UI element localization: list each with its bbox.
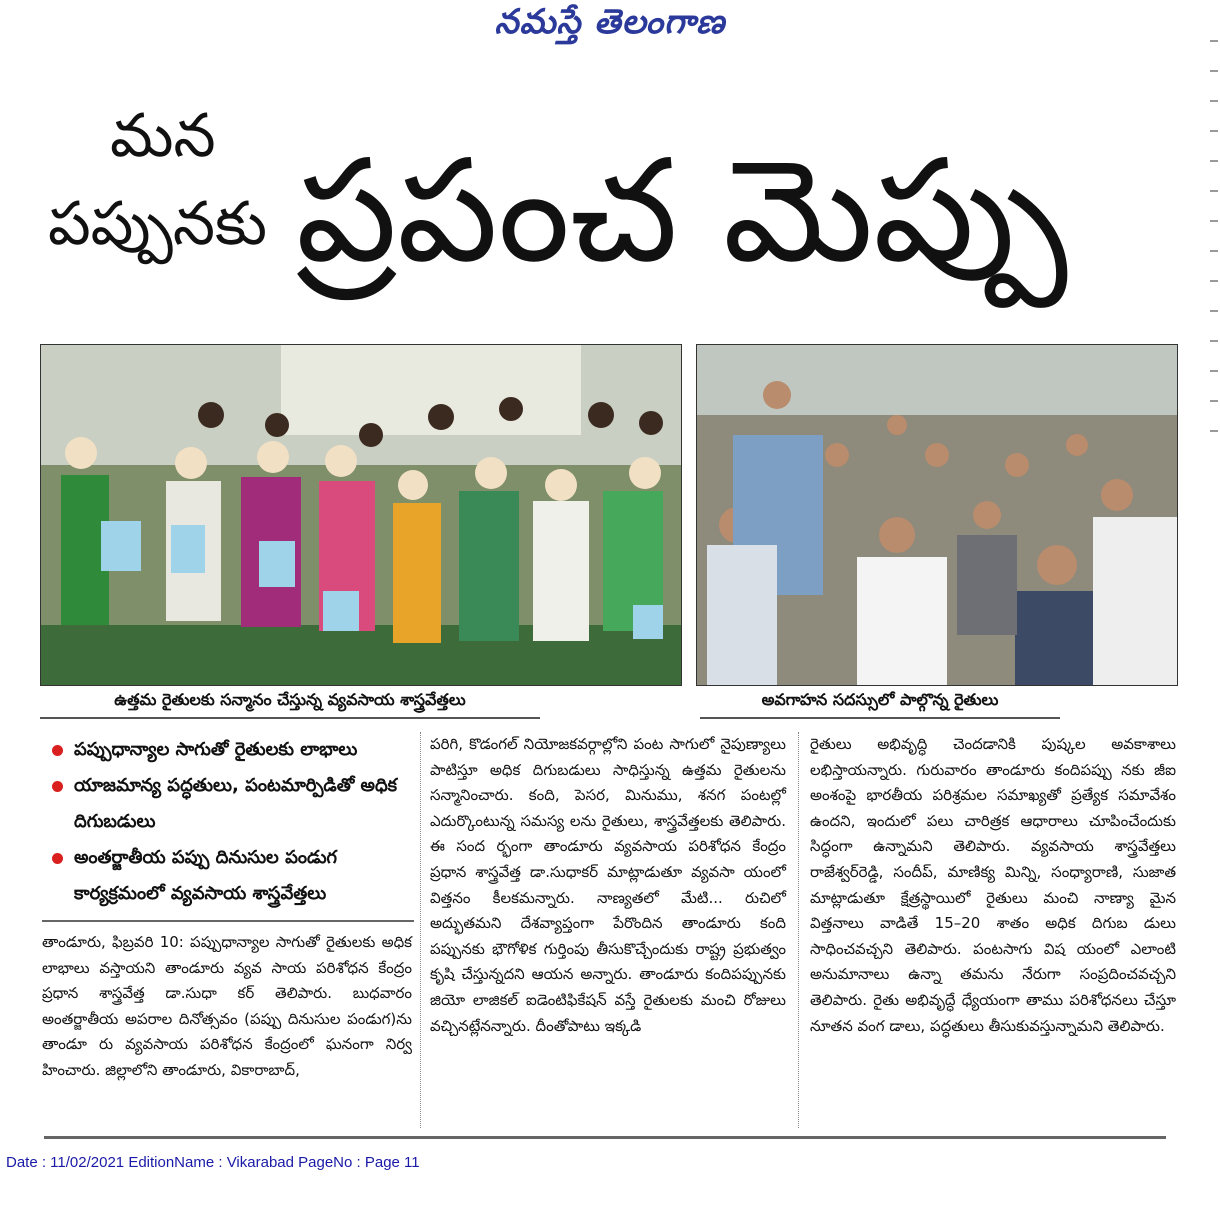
photo-caption-left: ఉత్తమ రైతులకు సన్మానం చేస్తున్న వ్యవసాయ శాస్త్రవేత్తలు bbox=[40, 690, 540, 719]
highlights-divider bbox=[42, 920, 414, 922]
highlight-text: యాజమాన్య పద్ధతులు, పంటమార్పిడితో అధిక దిగుబడులు bbox=[74, 775, 398, 832]
masthead-logo: నమస్తే తెలంగాణ bbox=[494, 2, 726, 42]
bullet-dot-icon bbox=[52, 745, 63, 756]
article-column-2: పరిగి, కొడంగల్ నియోజకవర్గాల్లోని పంట సాగులో నైపుణ్యాలు పాటిస్తూ అధిక దిగుబడులు సాధిస్తున్న ఉత్తమ రైతులను సన్మానించారు. కంది, పెసర, మినుము, శనగ పంటల్లో ఎదుర్కొంటున్న సమస్య లను రైతులు, శాస్త్రవేత్తలకు తెలిపారు. ఈ సంద ర్భంగా తాండూరు వ్యవసాయ పరిశోధన కేంద్రం ప్రధాన శాస్త్రవేత్త డా.సుధాకర్ మాట్లాడుతూ వ్యవసా యంలో విత్తనం కీలకమన్నారు. నాణ్యతలో మేటి... రుచిలో అద్భుతమని దేశవ్యాప్తంగా పేరొందిన తాండూరు కంది పప్పునకు భౌగోళిక గుర్తింపు తీసుకొచ్చేందుకు రాష్ట్ర ప్రభుత్వం కృషి చేస్తున్నదని ఆయన అన్నారు. తాండూరు కందిపప్పునకు జియో లాజికల్ ఐడెంటిఫికేషన్ వస్తే రైతులకు మంచి రోజులు వచ్చినట్లేనన్నారు. దీంతోపాటు ఇక్కడి bbox=[430, 735, 786, 1035]
bullet-dot-icon bbox=[52, 853, 63, 864]
bullet-dot-icon bbox=[52, 781, 63, 792]
meeting-photo-image bbox=[697, 345, 1177, 685]
article-column-3: రైతులు అభివృద్ధి చెందడానికి పుష్కల అవకాశాలు లభిస్తాయన్నారు. గురువారం తాండూరు కందిపప్పు నకు జీఐ అంశంపై భారతీయ పరిశ్రమల సమాఖ్యతో ప్రత్యేక సమావేశం ఉందని, ఇందులో పలు చారిత్రక ఆధారాలు చూపించేందుకు సిద్ధంగా ఉన్నామని తెలిపారు. వ్యవసాయ శాస్త్రవేత్తలు రాజేశ్వర్‌రెడ్డి, సందీప్, మాణిక్య మిన్ని, సంధ్యారాణి, సుజాత మాట్లాడుతూ క్షేత్రస్థాయిలో రైతులు మంచి నాణ్యా మైన విత్తనాలు వాడితే 15–20 శాతం అధిక దిగుబ డులు సాధించవచ్చని తెలిపారు. పంటసాగు విష యంలో ఎలాంటి అనుమానాలు ఉన్నా తమను నేరుగా సంప్రదించవచ్చని తెలిపారు. రైతు అభివృద్ధే ధ్యేయంగా తాము పరిశోధనలు చేస్తూ నూతన వంగ డాలు, పద్ధతులు తీసుకువస్తున్నామని తెలిపారు. bbox=[810, 735, 1176, 1035]
headline-main: ప్రపంచ మెప్పు bbox=[296, 129, 1068, 294]
photo-awareness-meeting bbox=[696, 344, 1178, 686]
highlight-text: పప్పుధాన్యాల సాగుతో రైతులకు లాభాలు bbox=[74, 739, 358, 760]
column-divider bbox=[420, 732, 421, 1128]
photo-felicitation bbox=[40, 344, 682, 686]
article-bottom-divider bbox=[44, 1136, 1166, 1139]
edition-footer: Date : 11/02/2021 EditionName : Vikarabad PageNo : Page 11 bbox=[6, 1154, 420, 1171]
highlight-item bbox=[42, 768, 414, 840]
column-divider bbox=[798, 732, 799, 1128]
headline-line-2: పప్పునకు bbox=[48, 189, 268, 259]
felicitation-photo-image bbox=[41, 345, 681, 685]
highlight-item bbox=[42, 840, 414, 912]
photo-caption-right: అవగాహన సదస్సులో పాల్గొన్న రైతులు bbox=[700, 690, 1060, 719]
highlight-item bbox=[42, 732, 414, 768]
headline-prefix bbox=[48, 92, 278, 268]
headline-line-1: మన bbox=[110, 101, 216, 171]
article-column-1: తాండూరు, ఫిబ్రవరి 10: పప్పుధాన్యాల సాగుతో రైతులకు అధిక లాభాలు వస్తాయని తాండూరు వ్యవ సాయ పరిశోధన కేంద్రం ప్రధాన శాస్త్రవేత్త డా.సుధా కర్ తెలిపారు. బుధవారం అంతర్జాతీయ అపరాల దినోత్సవం (పప్పు దినుసుల పండుగ)ను తాండూ రు వ్యవసాయ పరిశోధన కేంద్రంలో ఘనంగా నిర్వ హించారు. జిల్లాలోని తాండూరు, వికారాబాద్, bbox=[42, 933, 412, 1079]
page-edge-marks bbox=[1210, 40, 1220, 840]
highlights-box bbox=[42, 732, 414, 912]
highlight-text: అంతర్జాతీయ పప్పు దినుసుల పండుగ కార్యక్రమంలో వ్యవసాయ శాస్త్రవేత్తలు bbox=[74, 847, 338, 904]
